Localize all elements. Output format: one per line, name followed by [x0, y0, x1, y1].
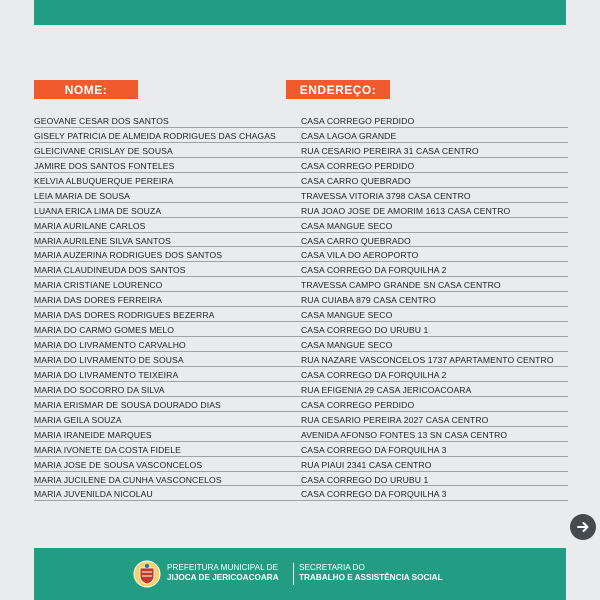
table-row	[34, 397, 568, 412]
table-row	[34, 367, 568, 382]
beneficiary-name: MARIA GEILA SOUZA	[34, 414, 122, 425]
beneficiary-name: MARIA JUCILENE DA CUNHA VASCONCELOS	[34, 474, 222, 485]
beneficiary-address: CASA VILA DO AEROPORTO	[301, 250, 419, 261]
beneficiary-address: CASA CORREGO DO URUBU 1	[301, 325, 429, 336]
beneficiary-name: LEIA MARIA DE SOUSA	[34, 190, 130, 201]
beneficiary-address: CASA CORREGO DA FORQUILHA 3	[301, 444, 447, 455]
table-row	[34, 442, 568, 457]
next-page-button[interactable]	[570, 514, 596, 540]
beneficiary-address: AVENIDA AFONSO FONTES 13 SN CASA CENTRO	[301, 429, 508, 440]
table-row	[34, 292, 568, 307]
footer-banner	[34, 548, 566, 600]
table-row	[34, 233, 568, 248]
table-row	[34, 143, 568, 158]
beneficiary-name: MARIA DO SOCORRO DA SILVA	[34, 384, 165, 395]
table-row	[34, 322, 568, 337]
beneficiary-address: CASA CORREGO PERDIDO	[301, 399, 415, 410]
beneficiary-name: GEOVANE CESAR DOS SANTOS	[34, 116, 169, 126]
beneficiary-name: MARIA AURILANE CARLOS	[34, 220, 146, 231]
beneficiary-name: MARIA DO LIVRAMENTO CARVALHO	[34, 340, 186, 351]
beneficiary-name: GLEICIVANE CRISLAY DE SOUSA	[34, 145, 173, 156]
table-row	[34, 218, 568, 233]
table-row	[34, 382, 568, 397]
beneficiary-address: CASA CARRO QUEBRADO	[301, 235, 411, 246]
table-row	[34, 247, 568, 262]
beneficiary-address: CASA CORREGO DO URUBU 1	[301, 474, 429, 485]
beneficiary-address: RUA CESARIO PEREIRA 2027 CASA CENTRO	[301, 414, 489, 425]
name-column-header: NOME:	[34, 80, 138, 99]
beneficiary-address: CASA CORREGO DA FORQUILHA 2	[301, 369, 447, 380]
beneficiary-address: CASA LAGOA GRANDE	[301, 130, 397, 141]
beneficiary-list	[34, 113, 568, 501]
beneficiary-name: MARIA IVONETE DA COSTA FIDELE	[34, 444, 181, 455]
beneficiary-name: MARIA CLAUDINEUDA DOS SANTOS	[34, 265, 186, 276]
beneficiary-name: GISELY PATRICIA DE ALMEIDA RODRIGUES DAS CHAGAS	[34, 130, 276, 141]
prefeitura-line-1: PREFEITURA MUNICIPAL DE	[167, 563, 279, 572]
table-row	[34, 128, 568, 143]
beneficiary-name: KELVIA ALBUQUERQUE PEREIRA	[34, 175, 174, 186]
address-column-header: ENDEREÇO:	[286, 80, 390, 99]
table-row	[34, 472, 568, 487]
beneficiary-name: JAMIRE DOS SANTOS FONTELES	[34, 160, 175, 171]
beneficiary-name: MARIA AUZERINA RODRIGUES DOS SANTOS	[34, 250, 223, 261]
beneficiary-name: MARIA ERISMAR DE SOUSA DOURADO DIAS	[34, 399, 221, 410]
beneficiary-address: RUA PIAUI 2341 CASA CENTRO	[301, 459, 432, 470]
beneficiary-address: CASA CARRO QUEBRADO	[301, 175, 411, 186]
beneficiary-address: TRAVESSA VITORIA 3798 CASA CENTRO	[301, 190, 471, 201]
beneficiary-name: MARIA DO CARMO GOMES MELO	[34, 325, 175, 336]
beneficiary-address: RUA EFIGENIA 29 CASA JERICOACOARA	[301, 384, 472, 395]
beneficiary-address: RUA NAZARE VASCONCELOS 1737 APARTAMENTO CENTRO	[301, 355, 554, 365]
table-row	[34, 486, 568, 501]
secretaria-line-1: SECRETARIA DO	[299, 563, 365, 572]
beneficiary-address: CASA MANGUE SECO	[301, 340, 393, 351]
secretaria-line-2: TRABALHO E ASSISTÊNCIA SOCIAL	[299, 573, 443, 582]
table-row	[34, 337, 568, 352]
beneficiary-address: RUA JOAO JOSE DE AMORIM 1613 CASA CENTRO	[301, 205, 511, 216]
beneficiary-address: CASA CORREGO DA FORQUILHA 3	[301, 489, 447, 500]
beneficiary-address: RUA CUIABA 879 CASA CENTRO	[301, 295, 436, 306]
beneficiary-name: MARIA DAS DORES RODRIGUES BEZERRA	[34, 310, 215, 321]
beneficiary-address: CASA MANGUE SECO	[301, 220, 393, 231]
beneficiary-name: MARIA DAS DORES FERREIRA	[34, 295, 162, 306]
beneficiary-address: TRAVESSA CAMPO GRANDE SN CASA CENTRO	[301, 280, 501, 291]
beneficiary-name: MARIA CRISTIANE LOURENCO	[34, 280, 163, 291]
beneficiary-name: MARIA JOSE DE SOUSA VASCONCELOS	[34, 459, 203, 470]
table-row	[34, 352, 568, 367]
footer-divider	[293, 563, 294, 585]
table-row	[34, 427, 568, 442]
beneficiary-address: CASA CORREGO PERDIDO	[301, 160, 415, 171]
beneficiary-name: MARIA DO LIVRAMENTO TEIXEIRA	[34, 369, 179, 380]
top-banner	[34, 0, 566, 25]
municipal-seal-icon	[133, 560, 161, 588]
beneficiary-name: LUANA ERICA LIMA DE SOUZA	[34, 205, 162, 216]
beneficiary-address: CASA CORREGO DA FORQUILHA 2	[301, 265, 447, 276]
table-row	[34, 412, 568, 427]
beneficiary-name: MARIA AURILENE SILVA SANTOS	[34, 235, 171, 246]
table-row	[34, 173, 568, 188]
table-row	[34, 457, 568, 472]
beneficiary-name: MARIA JUVENILDA NICOLAU	[34, 489, 153, 500]
table-row	[34, 277, 568, 292]
table-row	[34, 203, 568, 218]
beneficiary-name: MARIA IRANEIDE MARQUES	[34, 429, 152, 440]
table-row	[34, 113, 568, 128]
arrow-right-icon	[576, 520, 590, 534]
table-row	[34, 307, 568, 322]
table-row	[34, 158, 568, 173]
beneficiary-name: MARIA DO LIVRAMENTO DE SOUSA	[34, 355, 184, 365]
beneficiary-address: CASA CORREGO PERDIDO	[301, 116, 415, 126]
beneficiary-address: RUA CESARIO PEREIRA 31 CASA CENTRO	[301, 145, 479, 156]
table-row	[34, 188, 568, 203]
beneficiary-address: CASA MANGUE SECO	[301, 310, 393, 321]
prefeitura-line-2: JIJOCA DE JERICOACOARA	[167, 573, 279, 582]
table-row	[34, 262, 568, 277]
